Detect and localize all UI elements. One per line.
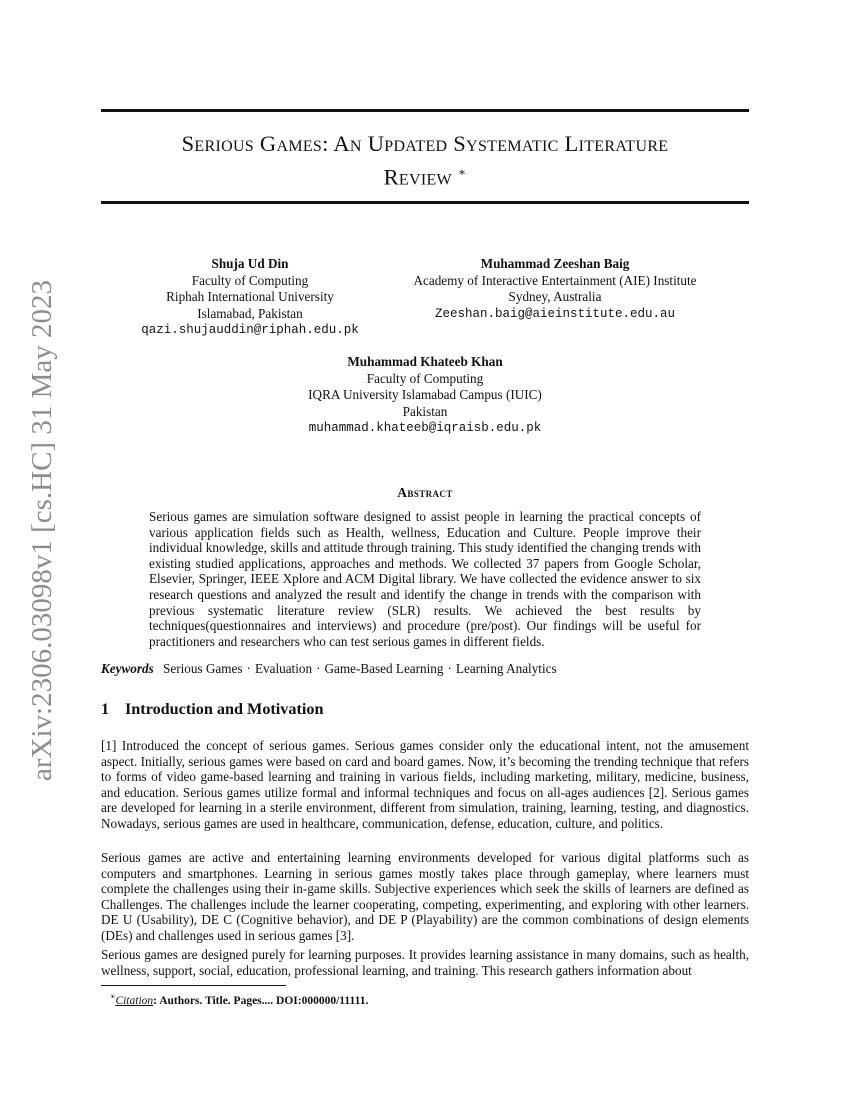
keyword-separator: · bbox=[316, 661, 321, 676]
title-line-1: Serious Games: An Updated Systematic Literature bbox=[181, 131, 669, 156]
author-1-location: Islamabad, Pakistan bbox=[197, 305, 303, 321]
author-1 bbox=[130, 256, 370, 339]
abstract-text: Serious games are simulation software designed to assist people in learning the practical concepts of various application fields such as Health, wellness, Education and Culture. People improve their individual knowledge, skills and attitude through training. This study identified the changing trends with existing studied applications, approaches and methods. We collected 37 papers from Google Scholar, Elsevier, Springer, IEEE Xplore and ACM Digital library. We have collected the evidence answer to six research questions and analyzed the result and identify the change in trends with the comparison with previous systematic literature review (SLR) results. We achieved the best results by techniques(questionnaires and interviews) and procedure (pre/post). Our findings will be useful for practitioners and researchers who can test serious games in different fields. bbox=[149, 509, 701, 649]
paper-title bbox=[101, 130, 749, 192]
author-2-email[interactable]: Zeeshan.baig@aieinstitute.edu.au bbox=[434, 306, 676, 321]
author-2-affiliation-1: Academy of Interactive Entertainment (AIE) Institute bbox=[413, 272, 697, 288]
section-title: Introduction and Motivation bbox=[125, 700, 324, 718]
title-top-rule bbox=[101, 109, 749, 112]
section-heading bbox=[101, 700, 323, 719]
author-3-name: Muhammad Khateeb Khan bbox=[347, 354, 503, 369]
keyword-item: Serious Games bbox=[163, 661, 243, 676]
intro-paragraph-3: Serious games are designed purely for learning purposes. It provides learning assistance in many domains, such as health, wellness, support, social, education, professional learning, and training. This research gathers information about bbox=[101, 947, 749, 978]
author-1-name: Shuja Ud Din bbox=[211, 256, 289, 271]
title-line-2-text: Review bbox=[383, 164, 452, 190]
author-2-name: Muhammad Zeeshan Baig bbox=[480, 256, 630, 271]
author-3 bbox=[270, 354, 580, 437]
intro-paragraph-1: [1] Introduced the concept of serious games. Serious games consider only the educational intent, not the amusement aspect. Initially, serious games were based on card and board games. Now, it’s becoming the trending technique that refers to forms of video game-based learning and training in various fields, including marketing, military, medicine, business, and education. Serious games utilize formal and informal techniques and focus on all-ages audiences [2]. Serious games are developed for learning in a sterile environment, different from simulation, training, learning, testing, and diagnostics. Nowadays, serious games are used in healthcare, communication, defense, education, culture, and politics. bbox=[101, 738, 749, 831]
title-line-2 bbox=[101, 158, 749, 192]
footnote-rule bbox=[101, 985, 286, 986]
author-2-location: Sydney, Australia bbox=[508, 289, 602, 304]
author-3-affiliation-1: Faculty of Computing bbox=[366, 370, 484, 386]
footnote-citation-label[interactable]: Citation bbox=[115, 994, 154, 1007]
keyword-item: Game-Based Learning bbox=[324, 661, 444, 676]
author-2 bbox=[390, 256, 720, 322]
author-3-email[interactable]: muhammad.khateeb@iqraisb.edu.pk bbox=[308, 421, 542, 435]
author-1-affiliation-1: Faculty of Computing bbox=[191, 272, 309, 288]
section-number: 1 bbox=[101, 700, 110, 718]
title-bottom-rule bbox=[101, 201, 749, 204]
keywords-line bbox=[101, 661, 749, 677]
keyword-separator: · bbox=[447, 661, 452, 676]
footnote-mark: ∗ bbox=[110, 992, 116, 1001]
arxiv-stamp: arXiv:2306.03098v1 [cs.HC] 31 May 2023 bbox=[26, 279, 58, 781]
keywords-label: Keywords bbox=[101, 661, 154, 676]
keyword-item: Evaluation bbox=[254, 661, 313, 676]
intro-paragraph-2: Serious games are active and entertaining learning environments developed for various digital platforms such as computers and smartphones. Learning in serious games mostly takes place through gameplay, where learners must complete the challenges using their in-game skills. Subjective experiences which seek the skills of learners are defined as Challenges. The challenges include the learner cooperating, competing, experimenting, and exploring with other learners. DE U (Usability), DE C (Cognitive behavior), and DE P (Playability) are the common combinations of design elements (DEs) and challenges used in serious games [3]. bbox=[101, 850, 749, 943]
footnote bbox=[110, 990, 368, 1008]
author-3-location: Pakistan bbox=[402, 403, 448, 419]
footnote-text: : Authors. Title. Pages.... DOI:000000/11111. bbox=[153, 994, 369, 1007]
title-footnote-mark: ∗ bbox=[457, 165, 467, 179]
keyword-item: Learning Analytics bbox=[455, 661, 557, 676]
author-1-affiliation-2: Riphah International University bbox=[166, 289, 334, 304]
keyword-separator: · bbox=[246, 661, 251, 676]
author-1-email[interactable]: qazi.shujauddin@riphah.edu.pk bbox=[141, 323, 359, 337]
author-3-affiliation-2: IQRA University Islamabad Campus (IUIC) bbox=[308, 387, 542, 402]
abstract-heading: Abstract bbox=[397, 485, 453, 500]
